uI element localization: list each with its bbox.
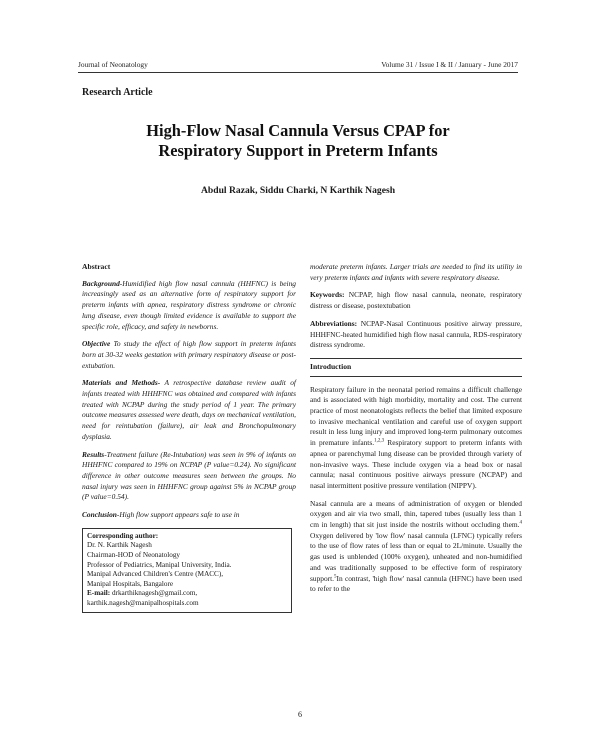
email-label: E-mail: (87, 589, 111, 598)
left-column (82, 262, 296, 613)
journal-name: Journal of Neonatology (78, 60, 148, 69)
title-line-1: High-Flow Nasal Cannula Versus CPAP for (146, 121, 450, 140)
intro-p1-citation: 1,2,3 (374, 438, 385, 444)
keywords-label: Keywords: (310, 290, 345, 300)
objective-label: Objective (82, 339, 111, 349)
corresponding-hospital: Manipal Hospitals, Bangalore (87, 579, 174, 588)
article-type: Research Article (82, 87, 153, 98)
abstract-methods (82, 378, 296, 442)
methods-text: A retrospective database review audit of infants treated with HHHFNC was obtained and compared with infants treated with NCPAP during the study period of 1 year. The primary outcome measures assessed were death, days on mechanical ventilation, need for reintubation (failure), air leak and Bronchopulmonary dysplasia. (82, 378, 296, 441)
corresponding-dept: Professor of Pediatrics, Manipal University, India. (87, 560, 232, 569)
author-list: Abdul Razak, Siddu Charki, N Karthik Nagesh (200, 185, 396, 196)
keywords-text: NCPAP, high flow nasal cannula, neonate, respiratory distress or disease, postextubation (310, 290, 522, 311)
email-2[interactable]: karthik.nagesh@manipalhospitals.com (87, 598, 199, 607)
intro-p2-b: Oxygen delivered by 'low flow' nasal cannula (LFNC) typically refers to the use of flow rates of less than or equal to 2L/minute. Usually the gas used is unblended (100% oxygen), unheated and non-humidified and was traditionally supposed to be effective form of respiratory support. (310, 530, 522, 583)
title-line-2: Respiratory Support in Preterm Infants (158, 141, 438, 160)
abstract-background (82, 279, 296, 333)
header-divider (78, 72, 518, 73)
keywords (310, 290, 522, 311)
background-label: Background (82, 278, 120, 288)
objective-text: To study the effect of high flow support in preterm infants born at 30-32 weeks gestation with primary respiratory disease or post-extubation. (82, 339, 296, 370)
intro-p1-b: Respiratory support to preterm infants with apnea or parenchymal lung disease can be provided through variety of non-invasive ways. These include oxygen via a head box or nasal cannula; nasal continuous positive airways pressure (NCPAP) and nasal intermittent positive pressure ventilation (NIPPV). (310, 438, 522, 490)
intro-p1-a: Respiratory failure in the neonatal period remains a difficult challenge and is associated with high morbidity, mortality and cost. The current practice of most neonatologists reflects the belief that limited exposure to invasive mechanical ventilation and careful use of oxygen support result in less lung injury and improved long-term pulmonary outcomes in premature infants. (310, 384, 522, 448)
intro-paragraph-2 (310, 499, 522, 595)
page-number: 6 (298, 710, 302, 719)
abstract-heading: Abstract (82, 262, 111, 271)
issue-info: Volume 31 / Issue I & II / January - June 2017 (381, 60, 518, 69)
abbreviations-text: NCPAP-Nasal Continuous positive airway pressure, HHHFNC-heated humidified high flow nasal cannula, RDS-respiratory distress syndrome. (310, 318, 522, 350)
background-text: -Humidified high flow nasal cannula (HHFNC) is being increasingly used as an alternative form of respiratory support for preterm infants with apnea, respiratory distress syndrome or chronic lung disease, even though limited evidence is available to support the specific role, efficacy, and safety in newborns. (82, 278, 296, 331)
conclusion-label: Conclusion (82, 510, 117, 520)
abstract-results (82, 450, 296, 504)
right-column (310, 262, 522, 602)
corresponding-author-box (82, 528, 292, 613)
abbreviations-label: Abbreviations: (310, 318, 358, 328)
corresponding-heading: Corresponding author: (87, 531, 159, 540)
intro-p2-citation-2: 5 (334, 574, 337, 580)
corresponding-name: Dr. N. Karthik Nagesh (87, 541, 152, 550)
abstract-continuation: moderate preterm infants. Larger trials are needed to find its utility in very preterm infants and infants with severe respiratory disease. (310, 262, 522, 282)
results-label: Results (82, 449, 105, 459)
conclusion-text: -High flow support appears safe to use in (116, 510, 240, 520)
corresponding-center: Manipal Advanced Children's Centre (MACC), (87, 570, 224, 579)
corresponding-email (87, 589, 283, 599)
intro-p2-c: In contrast, 'high flow' nasal cannula (HFNC) have been used to refer to the (310, 573, 522, 594)
email-1[interactable]: drkarthiknagesh@gmail.com, (110, 589, 198, 598)
abstract-conclusion (82, 510, 296, 521)
introduction-heading: Introduction (310, 358, 522, 377)
intro-p2-citation: 4 (519, 520, 522, 526)
methods-label: Materials and Methods- (82, 378, 161, 388)
paper-title (78, 121, 518, 161)
abbreviations (310, 319, 522, 351)
corresponding-role: Chairman-HOD of Neonatology (87, 550, 181, 559)
results-text: -Treatment failure (Re-Intubation) was seen in 9% of infants on HHHFNC compared to 19% on NCPAP (P value=0.24). No significant difference in other outcome measures seen between the groups. No nasal injury was seen in HHHFNC group against 5% in NCPAP group (P value=0.54). (82, 449, 296, 502)
intro-paragraph-1 (310, 385, 522, 492)
abstract-objective (82, 339, 296, 371)
intro-p2-a: Nasal cannula are a means of administration of oxygen or blended oxygen and air via two small, thin, tapered tubes (usually less than 1 cm in length) that sit just inside the nostrils without occluding them. (310, 498, 522, 530)
